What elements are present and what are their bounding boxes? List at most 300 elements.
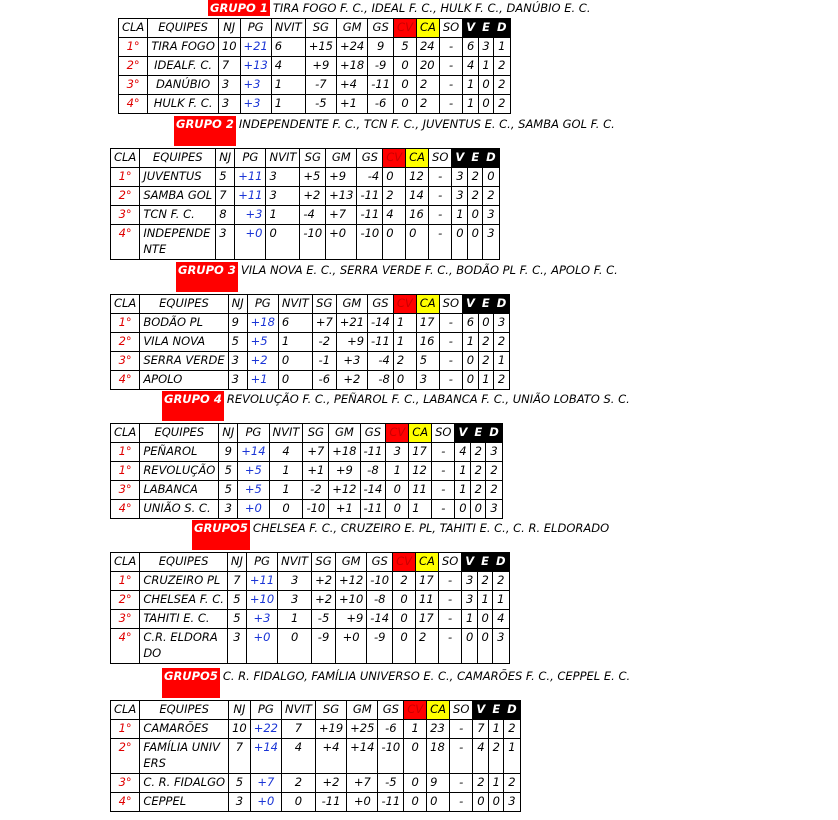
cell-nj: 7 xyxy=(229,739,251,774)
cell-sg: +2 xyxy=(312,591,336,610)
header-cla: CLA xyxy=(111,553,140,572)
standings-table xyxy=(110,294,510,390)
header-gm: GM xyxy=(347,701,378,720)
cell-cv: 0 xyxy=(383,168,406,187)
cell-pg: +1 xyxy=(247,371,278,390)
cell-gm: +7 xyxy=(347,774,378,793)
cell-ca: 5 xyxy=(416,352,439,371)
cell-team: SAMBA GOL xyxy=(140,187,216,206)
header-gs: GS xyxy=(367,553,393,572)
header-gm: GM xyxy=(329,424,360,443)
cell-so: - xyxy=(450,720,473,739)
cell-ca: 11 xyxy=(416,591,439,610)
cell-nvit: 1 xyxy=(278,333,312,352)
header-sg: SG xyxy=(315,701,346,720)
header-cv: CV xyxy=(404,701,427,720)
cell-pg: +10 xyxy=(246,591,277,610)
cell-cv: 0 xyxy=(393,629,416,664)
header-nj: NJ xyxy=(219,424,238,443)
table-row xyxy=(111,206,500,225)
cell-team: CEPPEL xyxy=(140,793,229,812)
cell-gm: +12 xyxy=(336,572,367,591)
cell-cla: 1° xyxy=(111,572,140,591)
group-label: GRUPO 4 xyxy=(162,391,224,421)
group-title-line xyxy=(208,0,590,16)
header-cla: CLA xyxy=(111,424,140,443)
group-label: GRUPO 3 xyxy=(176,262,238,292)
header-sg: SG xyxy=(312,553,336,572)
cell-v: 1 xyxy=(463,76,479,95)
cell-pg: +13 xyxy=(240,57,271,76)
cell-nj: 3 xyxy=(218,95,240,114)
cell-v: 7 xyxy=(473,720,489,739)
cell-v: 1 xyxy=(463,95,479,114)
cell-d: 2 xyxy=(493,371,510,390)
cell-nj: 5 xyxy=(219,462,238,481)
cell-so: - xyxy=(438,572,461,591)
cell-nj: 5 xyxy=(227,610,246,629)
cell-cv: 0 xyxy=(386,500,409,519)
header-v: V xyxy=(462,553,478,572)
cell-gm: +3 xyxy=(336,352,367,371)
cell-pg: +3 xyxy=(235,206,266,225)
table-row xyxy=(111,610,510,629)
cell-team: CAMARÕES xyxy=(140,720,229,739)
cell-gm: +9 xyxy=(329,462,360,481)
cell-gm: +2 xyxy=(336,371,367,390)
cell-sg: -2 xyxy=(312,333,336,352)
table-row xyxy=(119,57,511,76)
cell-e: 1 xyxy=(489,720,504,739)
cell-cla: 1° xyxy=(111,443,140,462)
cell-gs: -8 xyxy=(367,591,393,610)
table-row xyxy=(111,443,503,462)
table-row xyxy=(111,352,510,371)
header-ca: CA xyxy=(406,149,429,168)
cell-pg: +22 xyxy=(250,720,281,739)
cell-cla: 3° xyxy=(111,774,140,793)
cell-so: - xyxy=(439,314,462,333)
cell-sg: +2 xyxy=(315,774,346,793)
cell-team: CRUZEIRO PL xyxy=(140,572,228,591)
cell-ca: 17 xyxy=(416,610,439,629)
cell-ca: 17 xyxy=(409,443,432,462)
cell-ca: 0 xyxy=(427,793,450,812)
header-equipes: EQUIPES xyxy=(140,701,229,720)
header-gm: GM xyxy=(336,295,367,314)
cell-e: 2 xyxy=(489,739,504,774)
cell-gm: +14 xyxy=(347,739,378,774)
cell-team: C. R. FIDALGO xyxy=(140,774,229,793)
cell-e: 1 xyxy=(489,774,504,793)
cell-d: 3 xyxy=(486,500,503,519)
cell-cv: 0 xyxy=(404,793,427,812)
header-gs: GS xyxy=(360,424,386,443)
cell-pg: +14 xyxy=(250,739,281,774)
cell-d: 2 xyxy=(483,187,500,206)
cell-e: 0 xyxy=(489,793,504,812)
cell-team: DANÚBIO xyxy=(148,76,219,95)
cell-cla: 3° xyxy=(111,610,140,629)
cell-d: 4 xyxy=(493,610,510,629)
table-header-row xyxy=(111,424,503,443)
cell-nvit: 4 xyxy=(281,739,315,774)
cell-cla: 1° xyxy=(111,314,140,333)
cell-v: 0 xyxy=(452,225,468,260)
cell-e: 1 xyxy=(478,371,493,390)
header-so: SO xyxy=(438,553,461,572)
cell-so: - xyxy=(439,95,462,114)
cell-v: 1 xyxy=(462,610,478,629)
group-teams-text: CHELSEA F. C., CRUZEIRO E. PL, TAHITI E. C., C. R. ELDORADO xyxy=(252,521,610,535)
cell-team: C.R. ELDORADO xyxy=(140,629,228,664)
table-row xyxy=(111,774,521,793)
cell-nj: 7 xyxy=(218,57,240,76)
cell-nj: 10 xyxy=(229,720,251,739)
cell-so: - xyxy=(439,352,462,371)
cell-nj: 7 xyxy=(227,572,246,591)
standings-table xyxy=(110,700,521,812)
standings-table xyxy=(110,148,500,260)
cell-nvit: 0 xyxy=(278,371,312,390)
header-so: SO xyxy=(439,295,462,314)
table-row xyxy=(111,333,510,352)
group-label: GRUPO5 xyxy=(162,668,220,698)
cell-cla: 2° xyxy=(119,57,148,76)
cell-so: - xyxy=(432,481,455,500)
cell-nvit: 1 xyxy=(271,76,305,95)
cell-ca: 0 xyxy=(406,225,429,260)
header-nvit: NVIT xyxy=(269,424,303,443)
cell-ca: 17 xyxy=(416,572,439,591)
cell-v: 1 xyxy=(455,462,471,481)
cell-pg: +7 xyxy=(250,774,281,793)
cell-sg: -2 xyxy=(303,481,329,500)
header-nvit: NVIT xyxy=(278,553,312,572)
header-v: V xyxy=(463,19,479,38)
header-ca: CA xyxy=(416,19,439,38)
cell-team: FAMÍLIA UNIVERS xyxy=(140,739,229,774)
cell-e: 1 xyxy=(478,591,493,610)
cell-sg: -11 xyxy=(315,793,346,812)
cell-nj: 8 xyxy=(216,206,235,225)
cell-nj: 5 xyxy=(219,481,238,500)
cell-so: - xyxy=(429,206,452,225)
group-label: GRUPO 2 xyxy=(174,116,236,146)
header-d: D xyxy=(493,19,510,38)
header-gm: GM xyxy=(326,149,357,168)
cell-v: 6 xyxy=(463,314,479,333)
cell-nvit: 0 xyxy=(269,500,303,519)
cell-d: 1 xyxy=(493,352,510,371)
cell-d: 1 xyxy=(504,739,521,774)
cell-v: 4 xyxy=(455,443,471,462)
cell-d: 0 xyxy=(483,168,500,187)
cell-v: 0 xyxy=(455,500,471,519)
group-title-line xyxy=(176,262,618,292)
cell-nvit: 6 xyxy=(271,38,305,57)
cell-nj: 5 xyxy=(227,591,246,610)
cell-d: 2 xyxy=(493,95,510,114)
cell-cla: 2° xyxy=(111,739,140,774)
cell-e: 2 xyxy=(468,187,483,206)
cell-pg: +11 xyxy=(235,168,266,187)
cell-sg: -10 xyxy=(300,225,326,260)
cell-sg: +15 xyxy=(305,38,336,57)
header-pg: PG xyxy=(246,553,277,572)
cell-nj: 3 xyxy=(218,76,240,95)
cell-so: - xyxy=(439,57,462,76)
table-row xyxy=(111,168,500,187)
table-row xyxy=(111,739,521,774)
cell-gs: -4 xyxy=(357,168,383,187)
cell-d: 1 xyxy=(493,38,510,57)
cell-e: 3 xyxy=(479,38,494,57)
cell-gs: -11 xyxy=(357,187,383,206)
header-sg: SG xyxy=(305,19,336,38)
cell-nvit: 7 xyxy=(281,720,315,739)
cell-d: 2 xyxy=(493,333,510,352)
table-row xyxy=(119,95,511,114)
group-title-line xyxy=(162,391,630,421)
cell-team: JUVENTUS xyxy=(140,168,216,187)
cell-nj: 3 xyxy=(229,793,251,812)
cell-ca: 2 xyxy=(416,629,439,664)
cell-cla: 3° xyxy=(111,481,140,500)
cell-ca: 16 xyxy=(416,333,439,352)
cell-gm: +12 xyxy=(329,481,360,500)
cell-nvit: 6 xyxy=(278,314,312,333)
header-gs: GS xyxy=(368,19,394,38)
cell-nj: 7 xyxy=(216,187,235,206)
standings-table xyxy=(118,18,511,114)
cell-sg: -7 xyxy=(305,76,336,95)
cell-pg: +3 xyxy=(240,95,271,114)
header-v: V xyxy=(463,295,479,314)
cell-team: TAHITI E. C. xyxy=(140,610,228,629)
cell-ca: 16 xyxy=(406,206,429,225)
cell-nj: 3 xyxy=(228,371,247,390)
header-nj: NJ xyxy=(227,553,246,572)
cell-cv: 3 xyxy=(386,443,409,462)
header-e: E xyxy=(468,149,483,168)
cell-team: SERRA VERDE xyxy=(140,352,228,371)
cell-gs: -10 xyxy=(357,225,383,260)
cell-v: 6 xyxy=(463,38,479,57)
cell-nvit: 4 xyxy=(269,443,303,462)
header-e: E xyxy=(478,553,493,572)
cell-gs: -14 xyxy=(360,481,386,500)
cell-sg: -4 xyxy=(300,206,326,225)
table-header-row xyxy=(111,149,500,168)
cell-ca: 23 xyxy=(427,720,450,739)
cell-v: 0 xyxy=(462,629,478,664)
cell-so: - xyxy=(432,443,455,462)
cell-cv: 2 xyxy=(393,572,416,591)
cell-cv: 4 xyxy=(383,206,406,225)
header-pg: PG xyxy=(235,149,266,168)
cell-team: APOLO xyxy=(140,371,228,390)
header-ca: CA xyxy=(427,701,450,720)
cell-gs: -11 xyxy=(368,76,394,95)
cell-sg: +7 xyxy=(312,314,336,333)
standings-table xyxy=(110,552,510,664)
header-v: V xyxy=(452,149,468,168)
cell-cv: 0 xyxy=(404,739,427,774)
cell-e: 2 xyxy=(478,352,493,371)
cell-so: - xyxy=(432,500,455,519)
cell-ca: 20 xyxy=(416,57,439,76)
cell-gm: +9 xyxy=(336,610,367,629)
cell-nvit: 3 xyxy=(266,187,300,206)
header-ca: CA xyxy=(409,424,432,443)
cell-cv: 1 xyxy=(393,314,416,333)
cell-nvit: 3 xyxy=(266,168,300,187)
cell-d: 3 xyxy=(483,206,500,225)
cell-cv: 0 xyxy=(404,774,427,793)
cell-cla: 2° xyxy=(111,591,140,610)
cell-e: 2 xyxy=(478,333,493,352)
header-nj: NJ xyxy=(229,701,251,720)
cell-cv: 2 xyxy=(383,187,406,206)
table-row xyxy=(111,187,500,206)
cell-gs: -8 xyxy=(360,462,386,481)
cell-cla: 4° xyxy=(111,629,140,664)
cell-pg: +18 xyxy=(247,314,278,333)
cell-pg: +14 xyxy=(238,443,269,462)
cell-team: CHELSEA F. C. xyxy=(140,591,228,610)
cell-gs: -9 xyxy=(367,629,393,664)
cell-team: UNIÃO S. C. xyxy=(140,500,219,519)
table-row xyxy=(111,225,500,260)
cell-cv: 1 xyxy=(386,462,409,481)
cell-pg: +0 xyxy=(246,629,277,664)
standings-table xyxy=(110,423,503,519)
cell-team: BODÃO PL xyxy=(140,314,228,333)
cell-nvit: 0 xyxy=(266,225,300,260)
cell-pg: +5 xyxy=(247,333,278,352)
cell-gm: +25 xyxy=(347,720,378,739)
cell-d: 3 xyxy=(493,314,510,333)
cell-d: 3 xyxy=(486,443,503,462)
cell-e: 0 xyxy=(478,629,493,664)
cell-e: 2 xyxy=(471,462,486,481)
table-row xyxy=(111,572,510,591)
cell-cla: 4° xyxy=(111,225,140,260)
cell-team: TCN F. C. xyxy=(140,206,216,225)
cell-pg: +3 xyxy=(246,610,277,629)
cell-gs: -14 xyxy=(368,314,394,333)
cell-cv: 0 xyxy=(393,371,416,390)
cell-so: - xyxy=(438,629,461,664)
header-nvit: NVIT xyxy=(281,701,315,720)
cell-gs: 9 xyxy=(368,38,394,57)
header-equipes: EQUIPES xyxy=(140,553,228,572)
header-e: E xyxy=(479,19,494,38)
cell-v: 1 xyxy=(463,333,479,352)
cell-d: 2 xyxy=(493,76,510,95)
cell-team: TIRA FOGO xyxy=(148,38,219,57)
header-cla: CLA xyxy=(111,701,140,720)
header-nj: NJ xyxy=(218,19,240,38)
cell-team: PEÑAROL xyxy=(140,443,219,462)
cell-nj: 9 xyxy=(228,314,247,333)
cell-cv: 1 xyxy=(404,720,427,739)
cell-v: 2 xyxy=(473,774,489,793)
cell-gs: -11 xyxy=(360,500,386,519)
cell-v: 1 xyxy=(452,206,468,225)
cell-gs: -11 xyxy=(360,443,386,462)
cell-ca: 11 xyxy=(409,481,432,500)
cell-so: - xyxy=(438,591,461,610)
cell-nvit: 1 xyxy=(271,95,305,114)
cell-so: - xyxy=(429,225,452,260)
cell-gm: +10 xyxy=(336,591,367,610)
cell-e: 0 xyxy=(479,76,494,95)
cell-ca: 1 xyxy=(409,500,432,519)
cell-gs: -5 xyxy=(378,774,404,793)
cell-gs: -11 xyxy=(357,206,383,225)
header-d: D xyxy=(486,424,503,443)
cell-cla: 3° xyxy=(111,206,140,225)
header-cla: CLA xyxy=(119,19,148,38)
table-header-row xyxy=(111,295,510,314)
cell-d: 2 xyxy=(486,481,503,500)
header-so: SO xyxy=(429,149,452,168)
cell-nvit: 1 xyxy=(266,206,300,225)
header-ca: CA xyxy=(416,553,439,572)
cell-v: 0 xyxy=(463,371,479,390)
cell-nvit: 3 xyxy=(278,591,312,610)
cell-gm: +0 xyxy=(326,225,357,260)
cell-d: 2 xyxy=(493,57,510,76)
header-cv: CV xyxy=(383,149,406,168)
table-row xyxy=(119,38,511,57)
table-row xyxy=(111,591,510,610)
cell-so: - xyxy=(439,76,462,95)
cell-nj: 3 xyxy=(219,500,238,519)
cell-gm: +1 xyxy=(336,95,367,114)
cell-nvit: 0 xyxy=(281,793,315,812)
header-equipes: EQUIPES xyxy=(140,424,219,443)
group-teams-text: INDEPENDENTE F. C., TCN F. C., JUVENTUS E. C., SAMBA GOL F. C. xyxy=(238,117,615,131)
cell-cla: 4° xyxy=(111,793,140,812)
cell-gm: +0 xyxy=(347,793,378,812)
cell-v: 3 xyxy=(462,591,478,610)
cell-ca: 2 xyxy=(416,76,439,95)
cell-cv: 0 xyxy=(393,610,416,629)
cell-e: 2 xyxy=(478,572,493,591)
cell-team: VILA NOVA xyxy=(140,333,228,352)
cell-pg: +21 xyxy=(240,38,271,57)
cell-d: 3 xyxy=(493,629,510,664)
header-cla: CLA xyxy=(111,149,140,168)
cell-sg: +19 xyxy=(315,720,346,739)
cell-e: 0 xyxy=(468,206,483,225)
cell-d: 2 xyxy=(486,462,503,481)
cell-sg: -10 xyxy=(303,500,329,519)
table-row xyxy=(111,481,503,500)
header-d: D xyxy=(504,701,521,720)
header-sg: SG xyxy=(312,295,336,314)
group-teams-text: REVOLUÇÃO F. C., PEÑAROL F. C., LABANCA F. C., UNIÃO LOBATO S. C. xyxy=(226,392,630,406)
cell-gm: +4 xyxy=(336,76,367,95)
header-gm: GM xyxy=(336,553,367,572)
cell-e: 0 xyxy=(479,95,494,114)
group-title-line xyxy=(174,116,615,146)
cell-cv: 5 xyxy=(394,38,417,57)
cell-pg: +11 xyxy=(246,572,277,591)
